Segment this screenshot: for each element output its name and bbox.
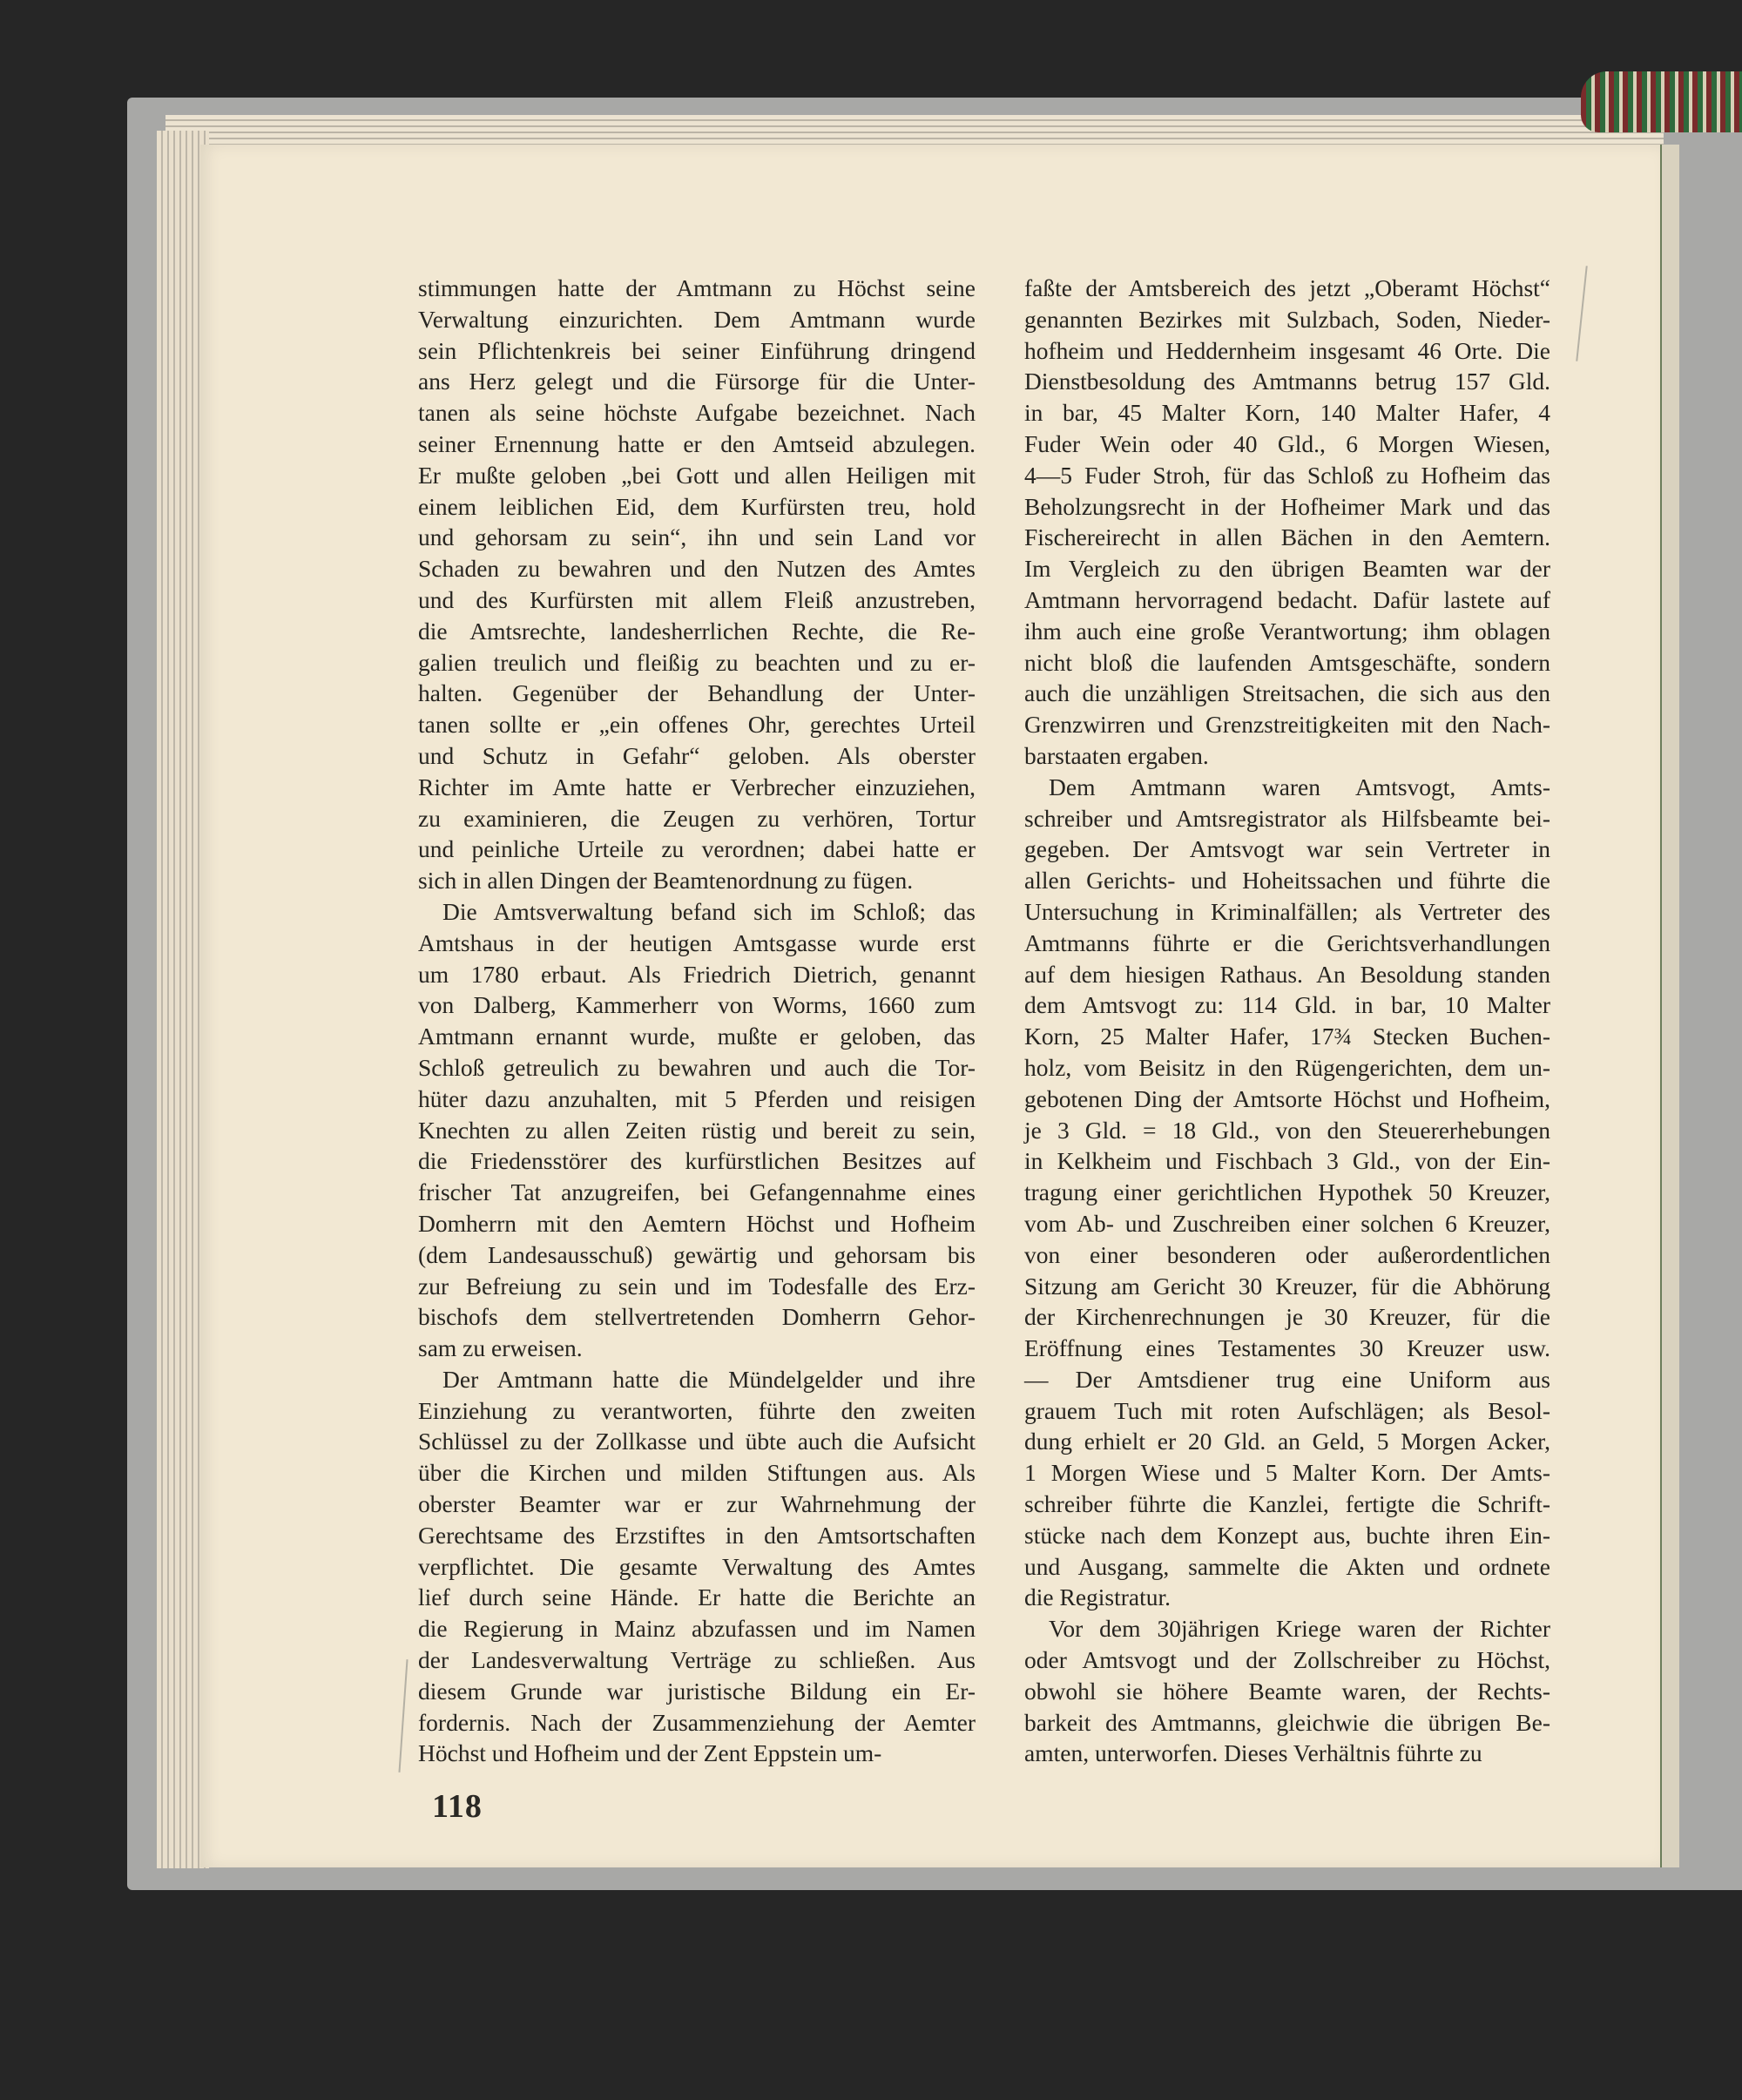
paragraph bbox=[1024, 1613, 1550, 1769]
text-line: Dem Amtmann waren Amtsvogt, Amts- bbox=[1049, 773, 1550, 800]
text-line: tanen sollte er „ein offenes Ohr, gerechtes Urteil bbox=[418, 711, 976, 739]
text-line: stimmungen hatte der Amtmann zu Höchst seine bbox=[418, 274, 976, 301]
text-line: Er mußte geloben „bei Gott und allen Heiligen mit bbox=[418, 461, 976, 489]
text-line: hüter dazu anzuhalten, mit 5 Pferden und reisigen bbox=[418, 1084, 976, 1112]
text-line: tanen als seine höchste Aufgabe bezeichnet. Nach bbox=[418, 399, 976, 427]
paragraph bbox=[1024, 273, 1550, 772]
text-line: um 1780 erbaut. Als Friedrich Dietrich, genannt bbox=[418, 960, 976, 988]
text-line: Schloß getreulich zu bewahren und auch die Tor- bbox=[418, 1053, 976, 1081]
text-line: sam zu erweisen. bbox=[418, 1334, 583, 1362]
text-line: Gerechtsame des Erzstiftes in den Amtsortschaften bbox=[418, 1521, 976, 1549]
text-line: Knechten zu allen Zeiten rüstig und bereit zu sein, bbox=[418, 1116, 976, 1144]
text-line: sich in allen Dingen der Beamtenordnung zu fügen. bbox=[418, 867, 914, 895]
page-edges-top bbox=[165, 115, 1664, 146]
text-line: und Schutz in Gefahr“ geloben. Als oberster bbox=[418, 741, 976, 769]
text-line: in Kelkheim und Fischbach 3 Gld., von der Ein- bbox=[1024, 1147, 1550, 1175]
text-line: verpflichtet. Die gesamte Verwaltung des Amtes bbox=[418, 1552, 976, 1580]
text-line: Domherrn mit den Aemtern Höchst und Hofheim bbox=[418, 1209, 976, 1237]
text-line: Untersuchung in Kriminalfällen; als Vertreter des bbox=[1024, 897, 1550, 925]
text-line: frischer Tat anzugreifen, bei Gefangennahme eines bbox=[418, 1178, 976, 1206]
text-line: von einer besonderen oder außerordentlichen bbox=[1024, 1240, 1550, 1268]
text-line: (dem Landesausschuß) gewärtig und gehorsam bis bbox=[418, 1240, 976, 1268]
text-line: über die Kirchen und milden Stiftungen aus. Als bbox=[418, 1459, 976, 1487]
text-line: holz, vom Beisitz in den Rügengerichten, dem un- bbox=[1024, 1053, 1550, 1081]
text-line: Amtshaus in der heutigen Amtsgasse wurde erst bbox=[418, 928, 976, 956]
text-line: obwohl sie höhere Beamte waren, der Rechts- bbox=[1024, 1677, 1550, 1705]
text-line: zur Befreiung zu sein und im Todesfalle des Erz- bbox=[418, 1272, 976, 1300]
text-line: Höchst und Hofheim und der Zent Eppstein um- bbox=[418, 1739, 882, 1767]
text-line: auf dem hiesigen Rathaus. An Besoldung standen bbox=[1024, 960, 1550, 988]
text-line: schreiber und Amtsregistrator als Hilfsbeamte bei- bbox=[1024, 804, 1550, 832]
text-line: Die Amtsverwaltung befand sich im Schloß; das bbox=[442, 897, 976, 925]
text-line: 1 Morgen Wiese und 5 Malter Korn. Der Amts- bbox=[1024, 1459, 1550, 1487]
text-line: dung erhielt er 20 Gld. an Geld, 5 Morgen Acker, bbox=[1024, 1428, 1550, 1455]
text-line: vom Ab- und Zuschreiben einer solchen 6 Kreuzer, bbox=[1024, 1209, 1550, 1237]
text-line: oder Amtsvogt und der Zollschreiber zu Höchst, bbox=[1024, 1646, 1550, 1674]
text-line: grauem Tuch mit roten Aufschlägen; als Besol- bbox=[1024, 1396, 1550, 1424]
text-line: halten. Gegenüber der Behandlung der Unter- bbox=[418, 679, 976, 707]
text-line: von Dalberg, Kammerherr von Worms, 1660 zum bbox=[418, 991, 976, 1019]
text-line: amten, unterworfen. Dieses Verhältnis führte zu bbox=[1024, 1739, 1482, 1767]
text-line: einem leiblichen Eid, dem Kurfürsten treu, hold bbox=[418, 492, 976, 520]
text-line: lief durch seine Hände. Er hatte die Berichte an bbox=[418, 1583, 976, 1611]
text-line: tragung einer gerichtlichen Hypothek 50 Kreuzer, bbox=[1024, 1178, 1550, 1206]
page-gutter bbox=[1660, 145, 1679, 1867]
text-line: stücke nach dem Konzept aus, buchte ihren Ein- bbox=[1024, 1521, 1550, 1549]
paragraph bbox=[418, 1364, 976, 1769]
text-line: Dienstbesoldung des Amtmanns betrug 157 Gld. bbox=[1024, 368, 1550, 395]
text-line: sein Pflichtenkreis bei seiner Einführung dringend bbox=[418, 336, 976, 364]
text-line: Schlüssel zu der Zollkasse und übte auch die Aufsicht bbox=[418, 1428, 976, 1455]
text-line: gebotenen Ding der Amtsorte Höchst und Hofheim, bbox=[1024, 1084, 1550, 1112]
text-line: und peinliche Urteile zu verordnen; dabei hatte er bbox=[418, 835, 976, 863]
text-line: und gehorsam zu sein“, ihn und sein Land vor bbox=[418, 523, 976, 551]
text-line: Richter im Amte hatte er Verbrecher einzuziehen, bbox=[418, 773, 976, 800]
text-line: Der Amtmann hatte die Mündelgelder und ihre bbox=[442, 1365, 976, 1393]
left-column bbox=[418, 273, 976, 1769]
page-number: 118 bbox=[432, 1788, 483, 1825]
text-line: Amtmann hervorragend bedacht. Dafür lastete auf bbox=[1024, 585, 1550, 613]
text-line: die Registratur. bbox=[1024, 1583, 1171, 1611]
text-line: Fuder Wein oder 40 Gld., 6 Morgen Wiesen, bbox=[1024, 429, 1550, 457]
text-line: Amtmann ernannt wurde, mußte er geloben, das bbox=[418, 1023, 976, 1050]
text-line: diesem Grunde war juristische Bildung ein Er- bbox=[418, 1677, 976, 1705]
text-line: die Regierung in Mainz abzufassen und im Namen bbox=[418, 1615, 976, 1643]
right-column bbox=[1024, 273, 1550, 1769]
text-line: hofheim und Heddernheim insgesamt 46 Orte. Die bbox=[1024, 336, 1550, 364]
text-line: nicht bloß die laufenden Amtsgeschäfte, sondern bbox=[1024, 648, 1550, 676]
text-line: Im Vergleich zu den übrigen Beamten war der bbox=[1024, 555, 1550, 583]
text-line: der Landesverwaltung Verträge zu schließen. Aus bbox=[418, 1646, 976, 1674]
text-line: schreiber führte die Kanzlei, fertigte die Schrift- bbox=[1024, 1490, 1550, 1518]
text-line: die Friedensstörer des kurfürstlichen Besitzes auf bbox=[418, 1147, 976, 1175]
text-line: barstaaten ergaben. bbox=[1024, 741, 1209, 769]
text-line: der Kirchenrechnungen je 30 Kreuzer, für die bbox=[1024, 1303, 1550, 1331]
text-line: zu examinieren, die Zeugen zu verhören, Tortur bbox=[418, 804, 976, 832]
text-line: seiner Ernennung hatte er den Amtseid abzulegen. bbox=[418, 429, 976, 457]
text-line: Fischereirecht in allen Bächen in den Aemtern. bbox=[1024, 523, 1550, 551]
book-headband bbox=[1581, 71, 1742, 132]
text-line: und des Kurfürsten mit allem Fleiß anzustreben, bbox=[418, 585, 976, 613]
text-line: Beholzungsrecht in der Hofheimer Mark und das bbox=[1024, 492, 1550, 520]
text-line: ihm auch eine große Verantwortung; ihm oblagen bbox=[1024, 617, 1550, 645]
text-line: Vor dem 30jährigen Kriege waren der Richter bbox=[1049, 1615, 1550, 1643]
text-line: Schaden zu bewahren und den Nutzen des Amtes bbox=[418, 555, 976, 583]
text-line: Sitzung am Gericht 30 Kreuzer, für die Abhörung bbox=[1024, 1272, 1550, 1300]
text-line: Grenzwirren und Grenzstreitigkeiten mit den Nach- bbox=[1024, 711, 1550, 739]
text-line: die Amtsrechte, landesherrlichen Rechte, die Re- bbox=[418, 617, 976, 645]
text-line: Korn, 25 Malter Hafer, 17¾ Stecken Buchen- bbox=[1024, 1023, 1550, 1050]
text-line: galien treulich und fleißig zu beachten und zu er- bbox=[418, 648, 976, 676]
text-line: dem Amtsvogt zu: 114 Gld. in bar, 10 Malter bbox=[1024, 991, 1550, 1019]
text-line: und Ausgang, sammelte die Akten und ordnete bbox=[1024, 1552, 1550, 1580]
text-line: genannten Bezirkes mit Sulzbach, Soden, Nieder- bbox=[1024, 305, 1550, 333]
text-line: oberster Beamter war er zur Wahrnehmung der bbox=[418, 1490, 976, 1518]
text-line: barkeit des Amtmanns, gleichwie die übrigen Be- bbox=[1024, 1708, 1550, 1736]
text-line: auch die unzähligen Streitsachen, die sich aus den bbox=[1024, 679, 1550, 707]
text-line: allen Gerichts- und Hoheitssachen und führte die bbox=[1024, 867, 1550, 895]
text-line: Verwaltung einzurichten. Dem Amtmann wurde bbox=[418, 305, 976, 333]
text-line: gegeben. Der Amtsvogt war sein Vertreter in bbox=[1024, 835, 1550, 863]
text-line: in bar, 45 Malter Korn, 140 Malter Hafer, 4 bbox=[1024, 399, 1550, 427]
text-line: Eröffnung eines Testamentes 30 Kreuzer usw. bbox=[1024, 1334, 1550, 1362]
text-line: 4—5 Fuder Stroh, für das Schloß zu Hofheim das bbox=[1024, 461, 1550, 489]
text-line: ans Herz gelegt und die Fürsorge für die Unter- bbox=[418, 368, 976, 395]
paragraph bbox=[418, 896, 976, 1364]
text-line: bischofs dem stellvertretenden Domherrn Gehor- bbox=[418, 1303, 976, 1331]
paragraph bbox=[1024, 772, 1550, 1614]
text-line: fordernis. Nach der Zusammenziehung der Aemter bbox=[418, 1708, 976, 1736]
text-line: je 3 Gld. = 18 Gld., von den Steuererhebungen bbox=[1024, 1116, 1550, 1144]
text-line: Einziehung zu verantworten, führte den zweiten bbox=[418, 1396, 976, 1424]
text-line: faßte der Amtsbereich des jetzt „Oberamt Höchst“ bbox=[1024, 274, 1550, 301]
text-line: Amtmanns führte er die Gerichtsverhandlungen bbox=[1024, 928, 1550, 956]
paragraph bbox=[418, 273, 976, 896]
text-line: — Der Amtsdiener trug eine Uniform aus bbox=[1024, 1365, 1550, 1393]
